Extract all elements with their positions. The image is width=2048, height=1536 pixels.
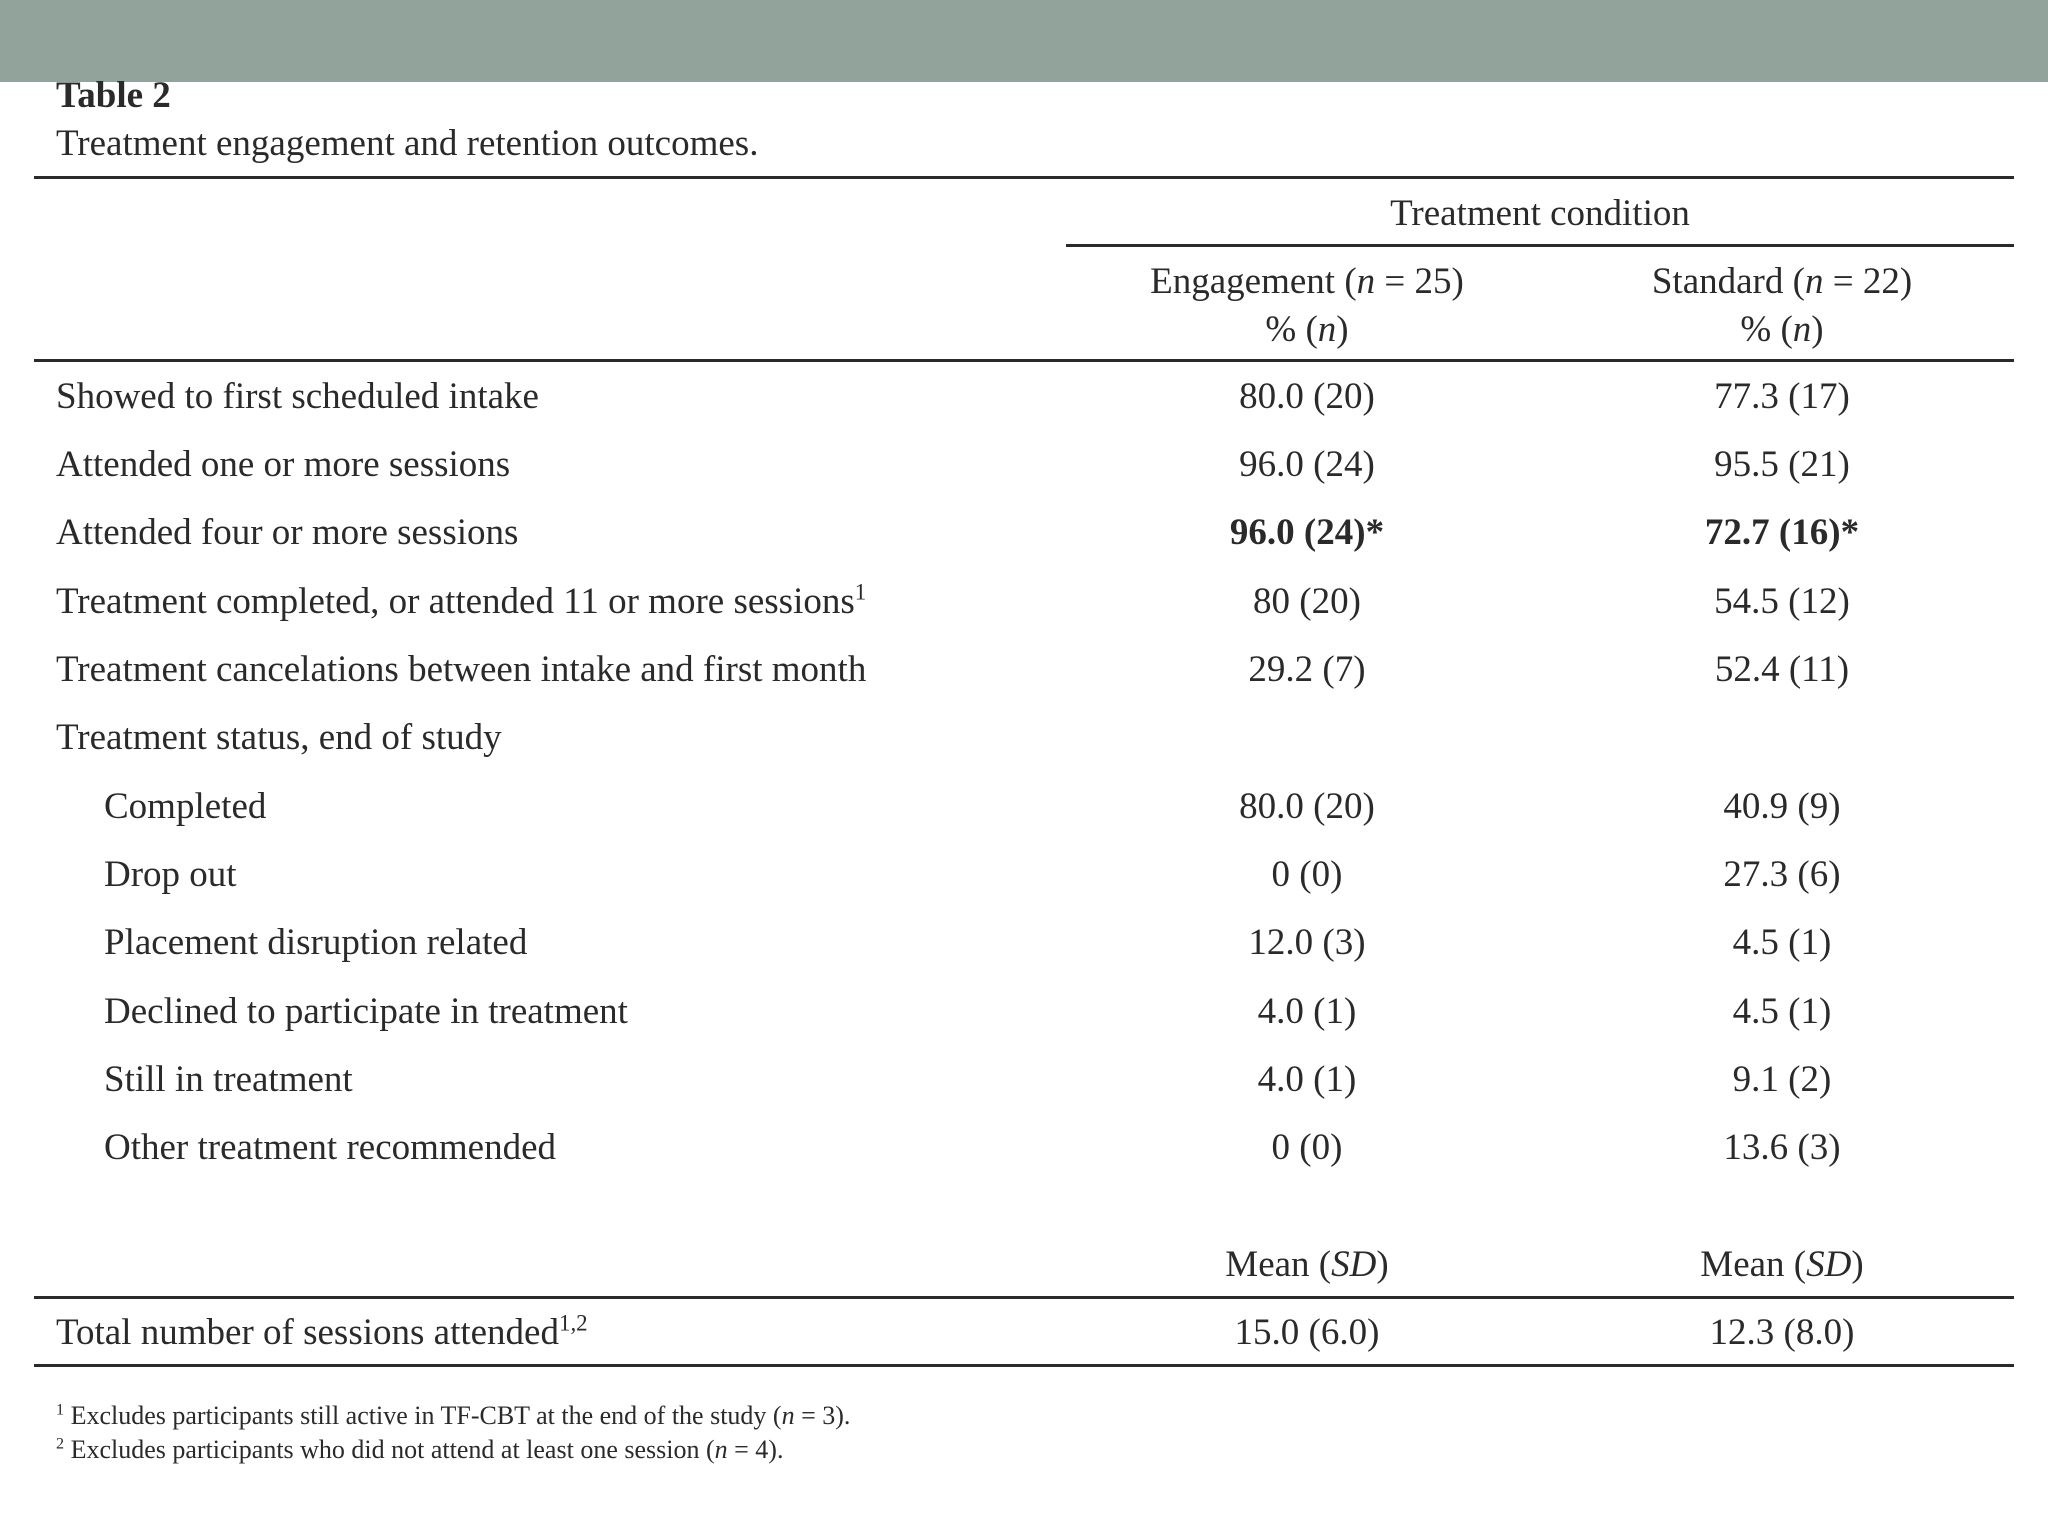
engagement-value: 4.0 (1) xyxy=(1257,1059,1357,1100)
row-label: Attended one or more sessions xyxy=(56,444,511,485)
table-title: Treatment engagement and retention outcomes. xyxy=(56,123,759,164)
row-label: Declined to participate in treatment xyxy=(104,991,628,1032)
standard-value: 4.5 (1) xyxy=(1732,991,1832,1032)
standard-total-value: 12.3 (8.0) xyxy=(1709,1312,1855,1353)
row-label: Attended four or more sessions xyxy=(56,512,519,553)
standard-value: 4.5 (1) xyxy=(1732,922,1832,963)
engagement-value: 80.0 (20) xyxy=(1239,376,1375,417)
engagement-mean-header: Mean (SD) xyxy=(1225,1244,1389,1285)
engagement-value: 80 (20) xyxy=(1253,581,1361,622)
engagement-column-stat: % (n) xyxy=(1265,309,1349,350)
engagement-value: 12.0 (3) xyxy=(1248,922,1366,963)
row-label: Completed xyxy=(104,786,267,827)
row-label: Treatment cancelations between intake and first month xyxy=(56,649,867,690)
standard-value: 13.6 (3) xyxy=(1723,1127,1841,1168)
engagement-value: 80.0 (20) xyxy=(1239,786,1375,827)
standard-column-header: Standard (n = 22) xyxy=(1651,261,1913,302)
footnote-marker: 1,2 xyxy=(558,1310,588,1336)
section-label: Treatment status, end of study xyxy=(56,717,502,758)
engagement-value: 96.0 (24) xyxy=(1239,444,1375,485)
spanner-rule xyxy=(1066,244,2014,247)
engagement-column-header: Engagement (n = 25) xyxy=(1150,261,1464,302)
row-label: Other treatment recommended xyxy=(104,1127,557,1168)
engagement-value: 0 (0) xyxy=(1271,854,1343,895)
standard-column-stat: % (n) xyxy=(1740,309,1824,350)
engagement-value: 4.0 (1) xyxy=(1257,991,1357,1032)
top-rule xyxy=(34,176,2014,179)
total-row-label: Total number of sessions attended$^{1,2}$ xyxy=(56,1310,588,1353)
table-label: Table 2 xyxy=(56,75,171,116)
header-band xyxy=(0,0,2048,82)
standard-mean-header: Mean (SD) xyxy=(1700,1244,1864,1285)
engagement-value: 29.2 (7) xyxy=(1248,649,1366,690)
row-label: Showed to first scheduled intake xyxy=(56,376,539,417)
mean-rule xyxy=(34,1296,2014,1299)
engagement-total-value: 15.0 (6.0) xyxy=(1234,1312,1380,1353)
row-label: Drop out xyxy=(104,854,237,895)
engagement-value-significant: 96.0 (24)* xyxy=(1229,512,1385,553)
engagement-value: 0 (0) xyxy=(1271,1127,1343,1168)
standard-value: 54.5 (12) xyxy=(1714,581,1850,622)
standard-value: 9.1 (2) xyxy=(1732,1059,1832,1100)
standard-value: 52.4 (11) xyxy=(1714,649,1850,690)
footnote-marker: 1 xyxy=(854,579,867,605)
standard-value-significant: 72.7 (16)* xyxy=(1704,512,1860,553)
row-label: Placement disruption related xyxy=(104,922,528,963)
bottom-rule xyxy=(34,1364,2014,1367)
standard-value: 40.9 (9) xyxy=(1723,786,1841,827)
footnote-1: $^1$ Excludes participants still active in TF-CBT at the end of the study (n = 3). xyxy=(56,1401,851,1430)
standard-value: 27.3 (6) xyxy=(1723,854,1841,895)
standard-value: 77.3 (17) xyxy=(1714,376,1850,417)
header-rule xyxy=(34,359,2014,362)
row-label: Treatment completed, or attended 11 or more sessions$^1$ xyxy=(56,579,867,622)
standard-value: 95.5 (21) xyxy=(1714,444,1850,485)
row-label: Still in treatment xyxy=(104,1059,353,1100)
spanner-header: Treatment condition xyxy=(1390,193,1690,234)
footnote-2: $^2$ Excludes participants who did not attend at least one session (n = 4). xyxy=(56,1435,784,1464)
